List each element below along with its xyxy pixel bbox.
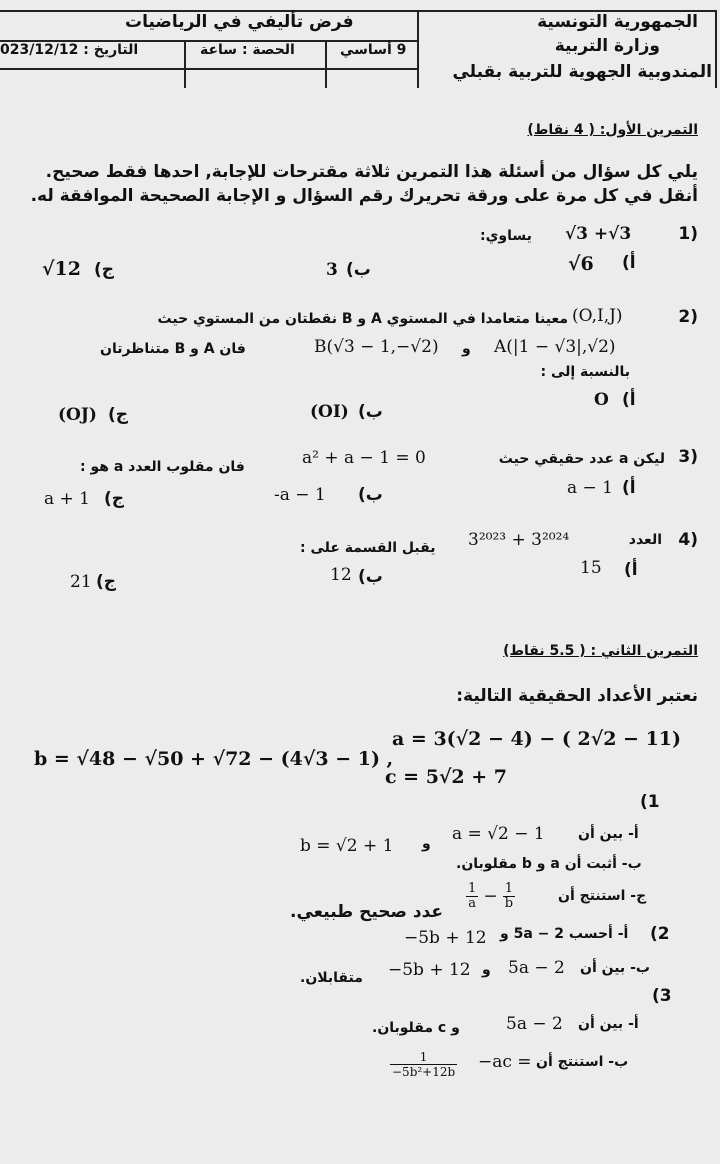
part2a-text: أ- أحسب 2 − 5a و: [500, 926, 629, 942]
q3-text2: فان مقلوب العدد a هو :: [80, 459, 245, 475]
part1c-end: عدد صحيح طبيعي.: [290, 902, 444, 922]
q1-choice-c-label: ج): [94, 260, 115, 280]
q2-line2: فان A و B متناظرتان: [100, 341, 246, 357]
q1-choice-b: 3: [326, 260, 338, 280]
q2-choice-a-label: أ): [622, 390, 636, 410]
q1-choice-c: √12: [42, 258, 81, 280]
q4-choice-c-label: ج): [96, 572, 117, 592]
q1-number: 1): [678, 224, 698, 244]
q2-line1: معينا متعامدا في المستوي A و B نقطتان من المستوي حيث: [157, 311, 568, 327]
q2-point-a: A(|1 − √3|,√2): [494, 337, 616, 357]
part1-number: (1: [640, 792, 660, 812]
level-label: 9 أساسي: [340, 42, 407, 58]
part1a-text: أ- بين أن: [578, 826, 639, 842]
part1a-eq1: a = √2 − 1: [452, 824, 545, 844]
q4-choice-a: 15: [580, 558, 602, 578]
part1c-fractions: [466, 882, 515, 911]
part2b-e2: −5b + 12: [388, 960, 471, 980]
exercise1-intro-2: أنقل في كل مرة على ورقة تحريرك رقم السؤال و الإجابة الصحيحة الموافقة له.: [30, 186, 698, 206]
part2b-and: و: [482, 962, 491, 978]
q2-number: 2): [678, 307, 698, 327]
q4-expression: 3²⁰²³ + 3²⁰²⁴: [468, 530, 570, 550]
exam-title: فرض تأليفي في الرياضيات: [125, 12, 354, 32]
exercise2-title: التمرين الثاني : ( 5.5 نقاط): [503, 643, 698, 659]
q3-choice-b: -a − 1: [274, 485, 326, 505]
ministry-label: وزارة التربية: [554, 36, 660, 56]
date-label: التاريخ : 023/12/12: [0, 42, 139, 58]
part2b-end: متقابلان.: [300, 970, 363, 986]
part2-number: (2: [650, 924, 670, 944]
q1-expression: √3 +√3: [565, 224, 632, 244]
q3-equation: a² + a − 1 = 0: [302, 448, 426, 468]
part1c-frac-b: $\frac{1}{b}$: [504, 881, 514, 911]
q4-number: 4): [678, 530, 698, 550]
q3-choice-a: a − 1: [567, 478, 614, 498]
q2-choice-c: (OJ): [58, 405, 97, 425]
q2-choice-a: O: [594, 390, 609, 410]
part1a-eq2: b = √2 + 1: [300, 836, 394, 856]
q3-text1: ليكن a عدد حقيقي حيث: [498, 451, 665, 467]
part2a-expr: −5b + 12: [404, 928, 487, 948]
q4-text1: العدد: [628, 532, 662, 548]
q3-number: 3): [678, 447, 698, 467]
q2-choice-c-label: ج): [108, 405, 129, 425]
commissariat-label: المندوبية الجهوية للتربية بقبلي: [452, 62, 712, 82]
q1-choice-a-label: أ): [622, 253, 636, 273]
q2-point-b: B(√3 − 1,−√2): [314, 337, 439, 357]
q1-choice-b-label: ب): [346, 260, 371, 280]
part1b-text: ب- أثبت أن a و b مقلوبان.: [456, 856, 642, 872]
q2-and: و: [462, 341, 471, 357]
part1c-frac-a: $\frac{1}{a}$: [468, 881, 477, 911]
part3b-text: ب- استنتج أن: [536, 1054, 629, 1070]
q2-frame: (O,I,J): [572, 306, 623, 326]
q3-choice-c: a + 1: [44, 489, 91, 509]
part3b-eq: −ac =: [478, 1052, 532, 1072]
part3a-text: أ- بين أن: [578, 1016, 639, 1032]
q1-text: يساوي:: [480, 228, 532, 244]
exercise1-intro-1: يلي كل سؤال من أسئلة هذا التمرين ثلاثة مقترحات للإجابة, احدها فقط صحيح.: [45, 162, 698, 182]
q4-choice-a-label: أ): [624, 560, 638, 580]
q4-choice-b-label: ب): [358, 567, 383, 587]
part1c-text: ج- استنتج أن: [558, 888, 647, 904]
part2b-e1: 5a − 2: [508, 958, 565, 978]
part3a-end: و c مقلوبان.: [372, 1020, 460, 1036]
q2-choice-b-label: ب): [358, 402, 383, 422]
q3-choice-a-label: أ): [622, 478, 636, 498]
duration-label: الحصة : ساعة: [200, 42, 295, 58]
republic-label: الجمهورية التونسية: [537, 12, 698, 32]
part3a-expr: 5a − 2: [506, 1014, 563, 1034]
q2-choice-b: (OI): [310, 402, 349, 422]
q2-line3: بالنسبة إلى :: [540, 364, 630, 380]
q4-choice-c: 21: [70, 572, 92, 592]
part2b-text: ب- بين أن: [580, 960, 650, 976]
part1a-and: و: [422, 836, 431, 852]
def-b: b = √48 − √50 + √72 − (4√3 − 1) ,: [34, 748, 394, 770]
exercise2-intro: نعتبر الأعداد الحقيقية التالية:: [456, 686, 698, 706]
def-a: a = 3(√2 − 4) − ( 2√2 − 11): [392, 728, 681, 750]
part3-number: (3: [652, 986, 672, 1006]
def-c: c = 5√2 + 7: [385, 766, 508, 788]
q4-text2: يقبل القسمة على :: [300, 540, 436, 556]
q3-choice-c-label: ج): [104, 489, 125, 509]
q1-choice-a: √6: [568, 253, 594, 275]
q4-choice-b: 12: [330, 565, 352, 585]
part3b-fraction: $\frac{1}{\text{−5b²+12b}}$: [392, 1050, 456, 1079]
part1c-minus: −: [483, 886, 498, 907]
q3-choice-b-label: ب): [358, 485, 383, 505]
exercise1-title: التمرين الأول: ( 4 نقاط): [527, 122, 698, 138]
